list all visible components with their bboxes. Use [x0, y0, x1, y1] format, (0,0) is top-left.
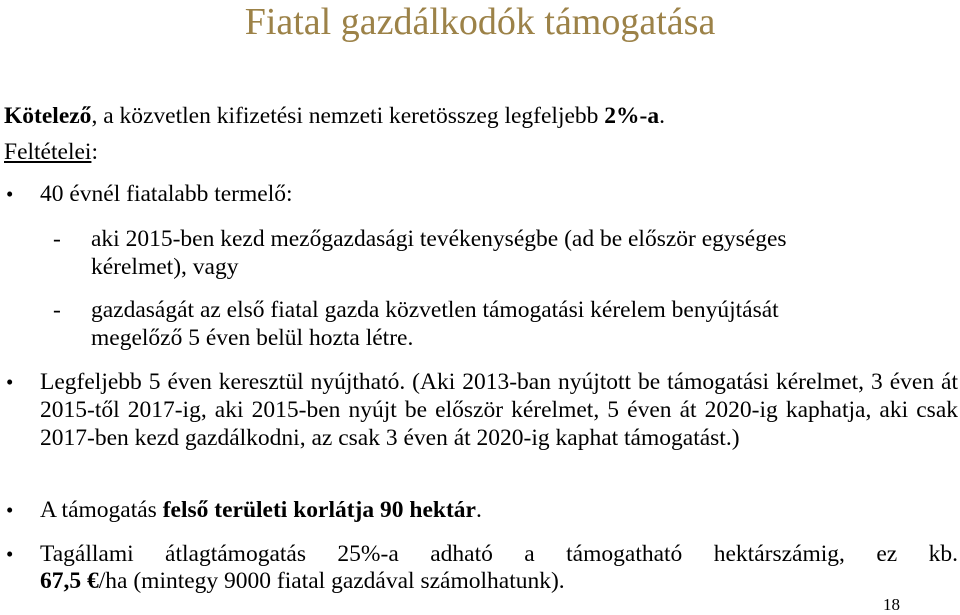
bullet-3-line — [40, 496, 482, 524]
bullet-marker-1: • — [6, 182, 14, 206]
bullet-4-line-2-rest: /ha (mintegy 9000 fiatal gazdával számolhatunk). — [98, 568, 565, 594]
conditions-colon: : — [91, 139, 98, 165]
page-number: 18 — [883, 595, 900, 614]
bullet-1-text: 40 évnél fiatalabb termelő: — [40, 181, 293, 207]
bullet-4-line-1: Tagállami átlagtámogatás 25%-a adható a támogatható hektárszámig, ez kb. — [40, 541, 958, 567]
bullet-marker-4: • — [6, 542, 14, 566]
dash-marker-1: - — [53, 226, 61, 252]
dash-1-line-1: aki 2015-ben kezd mezőgazdasági tevékenységbe (ad be először egységes — [91, 226, 787, 252]
intro-bold-lead: Kötelező — [4, 103, 92, 129]
bullet-marker-3: • — [6, 498, 14, 522]
dash-2-line-1: gazdaságát az első fiatal gazda közvetlen támogatási kérelem benyújtását — [91, 297, 779, 323]
bullet-marker-2: • — [6, 370, 14, 394]
conditions-label: Feltételei — [4, 139, 92, 165]
bullet-2-text: Legfeljebb 5 éven keresztül nyújtható. (Aki 2013-ban nyújtott be támogatási kérelmet, 3 éven át 2015-től 2017-ig, aki 2015-ben nyújt be először kérelmet, 5 éven át 2020-ig kaphatja, aki csak 2017-ben kezd gazdálkodni, az csak 3 éven át 2020-ig kaphat támogatást.) — [40, 369, 958, 451]
dash-2-line-2: megelőző 5 éven belül hozta létre. — [91, 325, 414, 351]
intro-bold-value: 2% — [604, 103, 640, 129]
bullet-4-line-2 — [40, 567, 565, 595]
intro-bold-suffix: -a — [639, 103, 660, 129]
conditions-line — [4, 138, 98, 166]
intro-end: . — [659, 103, 665, 129]
bullet-3-text-before: A támogatás — [40, 497, 163, 523]
bullet-3-bold-text: felső területi korlátja 90 hektár — [162, 497, 476, 523]
intro-line — [4, 102, 665, 130]
slide-title: Fiatal gazdálkodók támogatása — [244, 1, 716, 43]
dash-1-line-2: kérelmet), vagy — [91, 254, 239, 280]
bullet-3-text-after: . — [475, 497, 482, 523]
intro-text: , a közvetlen kifizetési nemzeti keretösszeg legfeljebb — [91, 103, 605, 129]
dash-marker-2: - — [53, 297, 61, 323]
bullet-4-bold-value: 67,5 € — [40, 568, 99, 594]
